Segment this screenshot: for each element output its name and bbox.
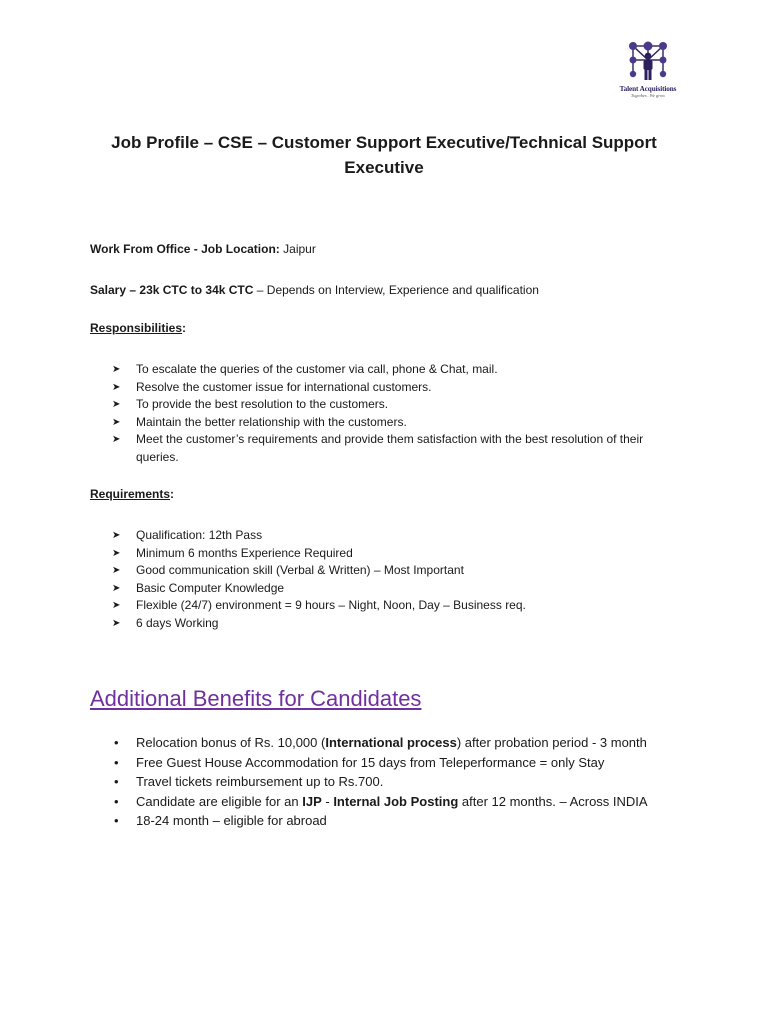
arrow-bullet-icon: ➤	[112, 547, 121, 559]
list-item	[0, 792, 648, 812]
list-item-text: Good communication skill (Verbal & Written) – Most Important	[136, 563, 464, 577]
benefit-text: after 12 months. – Across INDIA	[458, 793, 648, 809]
benefit-text: Relocation bonus of Rs. 10,000 (	[136, 735, 326, 750]
list-item	[0, 811, 648, 831]
benefit-text: 18-24 month – eligible for abroad	[136, 813, 327, 828]
list-item	[0, 615, 672, 633]
dot-bullet-icon: •	[114, 774, 119, 789]
network-people-icon	[625, 40, 671, 84]
job-location-label: Work From Office - Job Location:	[90, 242, 280, 256]
list-item-text: Meet the customer’s requirements and provide them satisfaction with the best resolution of their queries.	[136, 432, 644, 464]
list-item-text: Qualification: 12th Pass	[136, 528, 263, 542]
arrow-bullet-icon: ➤	[112, 582, 121, 594]
list-item-text: Maintain the better relationship with the customers.	[136, 414, 407, 429]
list-item	[0, 597, 672, 615]
dot-bullet-icon: •	[114, 754, 119, 770]
responsibilities-list	[0, 361, 672, 466]
logo-name: Talent Acquisitions	[619, 85, 677, 93]
arrow-bullet-icon: ➤	[112, 565, 121, 576]
list-item-text: Basic Computer Knowledge	[136, 580, 285, 595]
responsibilities-heading	[90, 321, 186, 335]
benefits-heading: Additional Benefits for Candidates	[90, 686, 422, 711]
requirements-list	[0, 527, 672, 632]
list-item-text: 6 days Working	[136, 615, 219, 630]
list-item-text: To provide the best resolution to the customers.	[136, 397, 389, 411]
list-item	[0, 361, 672, 379]
salary-note: – Depends on Interview, Experience and qualification	[256, 283, 539, 297]
salary-line	[90, 283, 539, 297]
responsibilities-heading-text: Responsibilities	[90, 321, 183, 335]
list-item	[0, 414, 672, 432]
benefit-text: ) after probation period - 3 month	[456, 735, 647, 750]
list-item	[0, 580, 672, 598]
arrow-bullet-icon: ➤	[112, 399, 121, 410]
list-item	[0, 562, 672, 580]
salary-range: 23k CTC to 34k CTC	[139, 283, 254, 297]
benefit-text: Travel tickets reimbursement up to Rs.700.	[136, 774, 384, 789]
benefit-bold-text: IJP	[302, 793, 322, 809]
benefit-text: Free Guest House Accommodation for 15 days from Teleperformance = only Stay	[136, 754, 605, 770]
responsibilities-heading-colon: :	[182, 321, 187, 335]
list-item	[0, 753, 648, 773]
company-logo	[612, 40, 684, 112]
requirements-heading-colon: :	[170, 487, 175, 501]
list-item	[0, 431, 672, 466]
arrow-bullet-icon: ➤	[112, 416, 121, 428]
benefits-list	[0, 733, 648, 831]
list-item	[0, 545, 672, 563]
benefit-bold-text: International process	[325, 735, 457, 750]
dot-bullet-icon: •	[114, 813, 119, 828]
arrow-bullet-icon: ➤	[112, 434, 121, 445]
list-item-text: Flexible (24/7) environment = 9 hours – Night, Noon, Day – Business req.	[136, 598, 526, 612]
dot-bullet-icon: •	[114, 735, 119, 750]
list-item-text: Minimum 6 months Experience Required	[136, 545, 353, 560]
dot-bullet-icon: •	[114, 793, 119, 809]
arrow-bullet-icon: ➤	[112, 530, 121, 541]
list-item-text: Resolve the customer issue for international customers.	[136, 379, 432, 394]
list-item	[0, 527, 672, 545]
salary-label: Salary –	[90, 283, 137, 297]
list-item	[0, 772, 648, 792]
page-title: Job Profile – CSE – Customer Support Executive/Technical Support Executive	[111, 133, 657, 177]
requirements-heading	[90, 487, 174, 501]
arrow-bullet-icon: ➤	[112, 381, 121, 393]
benefit-text: -	[321, 793, 334, 809]
job-location-value: Jaipur	[283, 242, 316, 256]
arrow-bullet-icon: ➤	[112, 617, 121, 629]
logo-tagline: Together...We grow	[630, 93, 666, 98]
arrow-bullet-icon: ➤	[112, 600, 121, 611]
list-item	[0, 733, 648, 753]
benefit-bold-text: Internal Job Posting	[333, 793, 459, 809]
list-item	[0, 396, 672, 414]
arrow-bullet-icon: ➤	[112, 364, 121, 375]
job-location-line	[90, 242, 316, 256]
benefit-text: Candidate are eligible for an	[136, 793, 303, 809]
list-item	[0, 379, 672, 397]
list-item-text: To escalate the queries of the customer via call, phone & Chat, mail.	[136, 362, 498, 376]
requirements-heading-text: Requirements	[90, 487, 171, 501]
